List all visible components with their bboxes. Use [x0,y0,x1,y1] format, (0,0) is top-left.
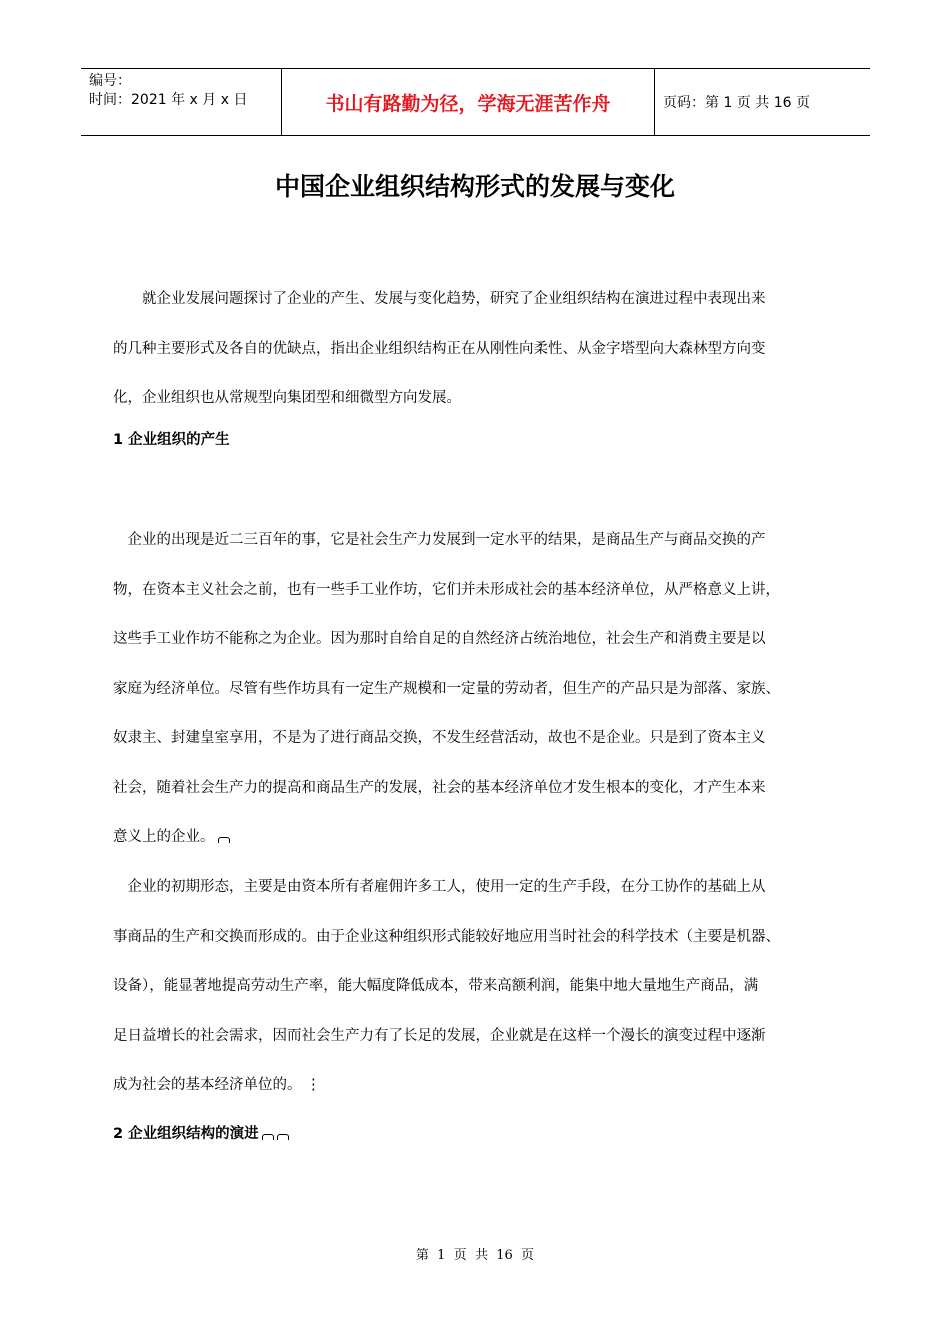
header-left-cell [81,69,281,135]
document-number-label: 编号： [89,73,131,89]
paragraph-tail-mark: ⋮ [306,1077,321,1093]
paragraph-line-text: 成为社会的基本经济单位的。 [113,1077,302,1093]
paragraph-line: 奴隶主、封建皇室享用，不是为了进行商品交换，不发生经营活动，故也不是企业。只是到了资本主义 [113,730,766,746]
header-motto-cell [281,69,655,135]
paragraph-line [113,813,849,863]
paragraph-line-text: 意义上的企业。 [113,829,215,845]
paragraph-line: 设备），能显著地提高劳动生产率，能大幅度降低成本，带来高额利润，能集中地大量地生产商品，满 [113,978,759,994]
header-motto: 书山有路勤为径，学海无涯苦作舟 [325,92,611,115]
paragraph-line: 社会，随着社会生产力的提高和商品生产的发展，社会的基本经济单位才发生根本的变化，才产生本来 [113,779,766,796]
paragraph-line: 企业的出现是近二三百年的事，它是社会生产力发展到一定水平的结果，是商品生产与商品交换的产 [113,532,766,548]
header-page-info: 页码：第 1 页 共 16 页 [663,95,810,111]
section1-paragraph-1 [113,516,849,863]
section1-paragraph-2 [113,863,849,1111]
paragraph-line [113,1061,849,1111]
page-footer: 第 1 页 共 16 页 [415,1248,535,1263]
paragraph-line: 物，在资本主义社会之前，也有一些手工业作坊，它们并未形成社会的基本经济单位，从严格意义上讲， [113,581,780,598]
document-title: 中国企业组织结构形式的发展与变化 [274,172,675,201]
document-time-label: 时间：2021 年 x 月 x 日 [89,92,248,108]
section-heading-1: 1 企业组织的产生 [113,432,230,448]
intro-paragraph [113,275,849,424]
paragraph-line: 这些手工业作坊不能称之为企业。因为那时自给自足的自然经济占统治地位，社会生产和消费主要是以 [113,631,766,647]
header-table [81,68,870,136]
paragraph-line: 企业的初期形态，主要是由资本所有者雇佣许多工人，使用一定的生产手段，在分工协作的基础上从 [113,879,766,895]
section-heading-2 [113,1124,289,1144]
footnote-mark-icon [218,837,230,843]
section-heading-2-text: 2 企业组织结构的演进 [113,1126,259,1142]
paragraph-line: 的几种主要形式及各自的优缺点，指出企业组织结构正在从刚性向柔性、从金字塔型向大森林型方向变 [113,340,766,357]
paragraph-line: 就企业发展问题探讨了企业的产生、发展与变化趋势，研究了企业组织结构在演进过程中表现出来 [113,291,766,307]
footnote-mark-icon [262,1134,274,1140]
paragraph-line: 化，企业组织也从常规型向集团型和细微型方向发展。 [113,390,461,406]
paragraph-line: 家庭为经济单位。尽管有些作坊具有一定生产规模和一定量的劳动者，但生产的产品只是为部落、家族、 [113,680,780,697]
footnote-mark-icon [277,1134,289,1140]
paragraph-line: 足日益增长的社会需求，因而社会生产力有了长足的发展，企业就是在这样一个漫长的演变过程中逐渐 [113,1027,766,1044]
paragraph-line: 事商品的生产和交换而形成的。由于企业这种组织形式能较好地应用当时社会的科学技术（主要是机器、 [113,928,780,945]
header-page-cell [655,69,870,135]
